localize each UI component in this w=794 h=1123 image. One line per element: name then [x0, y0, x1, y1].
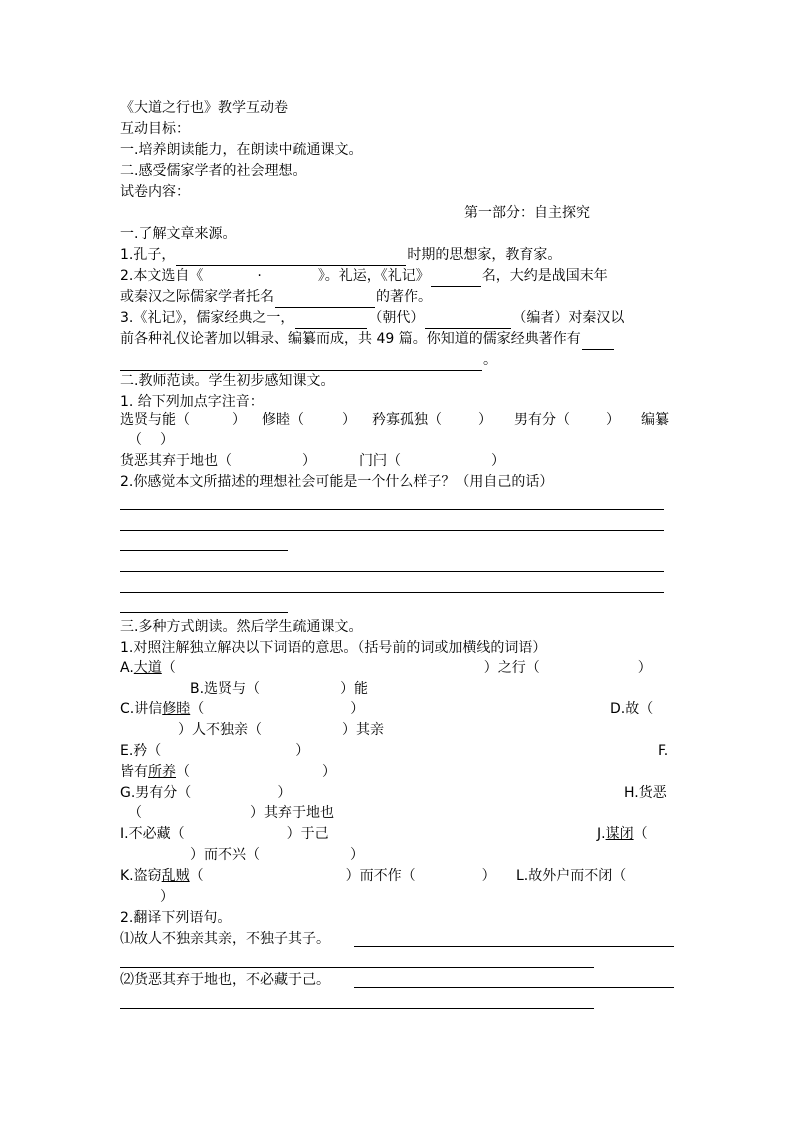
pinyin-item-2-close: ）	[342, 412, 356, 428]
content-heading: 试卷内容：	[120, 184, 190, 200]
answer-line[interactable]	[120, 967, 594, 968]
pinyin-item-6-text: 货恶其弃于地也（	[120, 453, 232, 469]
vocab-c-word: 修睦	[162, 701, 191, 717]
q1-2-text-e: 的著作。	[376, 289, 432, 305]
vocab-i-text: I.不必藏（	[120, 826, 185, 842]
vocab-a-end: ）	[637, 660, 652, 676]
q1-2-text-c: 名，大约是战国末年	[481, 268, 608, 284]
answer-blank[interactable]	[582, 333, 614, 350]
answer-blank[interactable]	[120, 354, 482, 371]
translation-2	[120, 970, 330, 991]
question-1-2-cont	[120, 287, 432, 308]
vocab-item-i	[120, 824, 329, 845]
vocab-b-end: ）能	[340, 681, 369, 697]
vocab-c-open: （	[190, 701, 205, 717]
answer-line[interactable]	[120, 509, 664, 510]
vocab-k-open: （	[189, 868, 204, 884]
answer-line[interactable]	[354, 987, 674, 988]
pinyin-item-2-text: 修睦（	[262, 412, 304, 428]
q1-1-text-end: 时期的思想家，教育家。	[407, 247, 562, 263]
section-3-heading: 三.多种方式朗读。然后学生疏通课文。	[120, 619, 363, 635]
vocab-j-close: ）	[350, 847, 364, 863]
vocab-j-word: 谋闭	[605, 826, 634, 842]
vocab-item-d: D.故（	[610, 701, 654, 717]
pinyin-item-7	[359, 451, 505, 472]
vocab-k-end: ）	[481, 868, 496, 884]
question-1-2	[120, 266, 608, 287]
pinyin-item-6-close: ）	[302, 453, 316, 469]
vocab-j-label: J.	[597, 826, 606, 842]
q1-3-text-d: 前各种礼仪论著加以辑录、编纂而成，共 49 篇。你知道的儒家经典著作有	[120, 331, 581, 347]
goals-heading: 互动目标：	[120, 121, 190, 137]
answer-line[interactable]	[354, 946, 674, 947]
q1-3-text-b: （朝代）	[368, 310, 425, 326]
vocab-g-text: G.男有分（	[120, 785, 192, 801]
pinyin-item-2	[262, 410, 356, 431]
vocab-item-b	[190, 679, 368, 700]
pinyin-item-1-text: 选贤与能（	[120, 412, 190, 428]
vocab-item-a	[120, 658, 652, 679]
pinyin-item-1	[120, 410, 246, 431]
question-1-3-answer-line	[120, 350, 497, 371]
answer-blank[interactable]	[295, 312, 367, 329]
vocab-item-h: H.货恶	[624, 785, 667, 801]
vocab-item-g	[120, 783, 291, 804]
vocab-g-close: ）	[277, 785, 292, 801]
vocab-item-e	[120, 741, 309, 762]
question-1-3-cont	[120, 329, 615, 350]
vocab-h-open: （	[128, 805, 142, 821]
answer-blank[interactable]	[425, 312, 511, 329]
page-title: 《大道之行也》教学互动卷	[120, 100, 288, 116]
q1-3-text-c: （编者）对秦汉以	[512, 310, 625, 326]
pinyin-item-7-close: ）	[491, 453, 505, 469]
goal-2: 二.感受儒家学者的社会理想。	[120, 163, 307, 179]
q1-1-text: 1.孔子，	[120, 247, 176, 263]
vocab-a-close: ）之行（	[483, 660, 540, 676]
answer-line[interactable]	[120, 612, 288, 613]
part1-heading: 第一部分：自主探究	[464, 205, 590, 221]
answer-line[interactable]	[120, 550, 288, 551]
vocab-item-j-cont	[190, 845, 364, 866]
q1-2-text-b: 》。礼运，《礼记》	[317, 268, 430, 284]
question-2-2: 2.你感觉本文所描述的理想社会可能是一个什么样子？（用自己的话）	[120, 474, 554, 490]
pinyin-item-3	[372, 410, 492, 431]
question-1-1	[120, 245, 561, 266]
q1-3-end: 。	[483, 352, 497, 368]
vocab-i-close: ）于己	[286, 826, 329, 842]
vocab-item-h-cont	[128, 803, 334, 824]
pinyin-item-6	[120, 451, 316, 472]
vocab-d-cont: ）人不独亲（	[178, 722, 262, 738]
vocab-b-text: B.选贤与（	[190, 681, 261, 697]
pinyin-item-4	[514, 410, 620, 431]
vocab-item-f-cont	[120, 762, 336, 783]
answer-line[interactable]	[120, 530, 664, 531]
pinyin-item-4-close: ）	[606, 412, 620, 428]
pinyin-item-7-text: 门闩（	[359, 453, 401, 469]
vocab-j-open: （	[633, 826, 648, 842]
vocab-k-label: K.盗窃	[120, 868, 162, 884]
answer-line[interactable]	[120, 592, 664, 593]
vocab-e-close: ）	[295, 743, 310, 759]
answer-line[interactable]	[120, 1008, 594, 1009]
vocab-item-c	[120, 699, 364, 720]
vocab-item-j	[597, 824, 648, 845]
pinyin-item-5-close: ）	[160, 432, 174, 448]
pinyin-item-3-close: ）	[478, 412, 492, 428]
vocab-item-l-close: ）	[160, 889, 174, 905]
goal-1: 一.培养朗读能力，在朗读中疏通课文。	[120, 142, 363, 158]
vocab-f-open: （	[176, 764, 190, 780]
vocab-item-l: L.故外户而不闭（	[516, 868, 627, 884]
pinyin-item-4-text: 男有分（	[514, 412, 570, 428]
q1-2-dot: ·	[257, 268, 262, 284]
section-2-heading: 二.教师范读。学生初步感知课文。	[120, 373, 335, 389]
translation-1-text: ⑴故人不独亲其亲，不独子其子。	[120, 931, 330, 947]
vocab-k-close: ）而不作（	[345, 868, 416, 884]
vocab-k-word: 乱贼	[161, 868, 190, 884]
pinyin-item-5-open: （	[128, 432, 142, 448]
vocab-c-close: ）	[350, 701, 365, 717]
question-1-3	[120, 308, 624, 329]
vocab-c-label: C.讲信	[120, 701, 163, 717]
vocab-h-cont: ）其弃于地也	[250, 805, 334, 821]
pinyin-item-1-close: ）	[232, 412, 246, 428]
q1-3-text: 3.《礼记》，儒家经典之一，	[120, 310, 295, 326]
question-3-1: 1.对照注解独立解决以下词语的意思。（括号前的词或加横线的词语）	[120, 640, 547, 656]
vocab-item-d-cont	[178, 720, 384, 741]
vocab-a-label: A.	[120, 660, 134, 676]
translation-1	[120, 929, 330, 950]
pinyin-item-5: 编纂	[641, 412, 669, 428]
vocab-item-k	[120, 866, 496, 887]
translation-2-text: ⑵货恶其弃于地也，不必藏于己。	[120, 972, 330, 988]
vocab-j-cont: ）而不兴（	[190, 847, 260, 863]
vocab-e-text: E.矜（	[120, 743, 162, 759]
vocab-a-open: （	[161, 660, 176, 676]
vocab-f-pre: 皆有	[120, 764, 148, 780]
answer-blank[interactable]	[431, 270, 481, 287]
answer-blank[interactable]	[176, 249, 406, 266]
pinyin-item-5-blank	[128, 430, 174, 451]
answer-line[interactable]	[120, 571, 664, 572]
pinyin-item-3-text: 矜寡孤独（	[372, 412, 442, 428]
q1-2-text: 2.本文选自《	[120, 268, 204, 284]
question-3-2: 2.翻译下列语句。	[120, 910, 232, 926]
question-2-1: 1. 给下列加点字注音：	[120, 394, 264, 410]
vocab-item-f: F.	[658, 743, 669, 759]
vocab-f-close: ）	[322, 764, 336, 780]
vocab-d-end: ）其亲	[342, 722, 384, 738]
vocab-f-word: 所养	[148, 764, 176, 780]
section-1-heading: 一.了解文章来源。	[120, 226, 237, 242]
q1-2-text-d: 或秦汉之际儒家学者托名	[120, 289, 274, 305]
vocab-a-word: 大道	[133, 660, 162, 676]
answer-blank[interactable]	[275, 291, 375, 308]
